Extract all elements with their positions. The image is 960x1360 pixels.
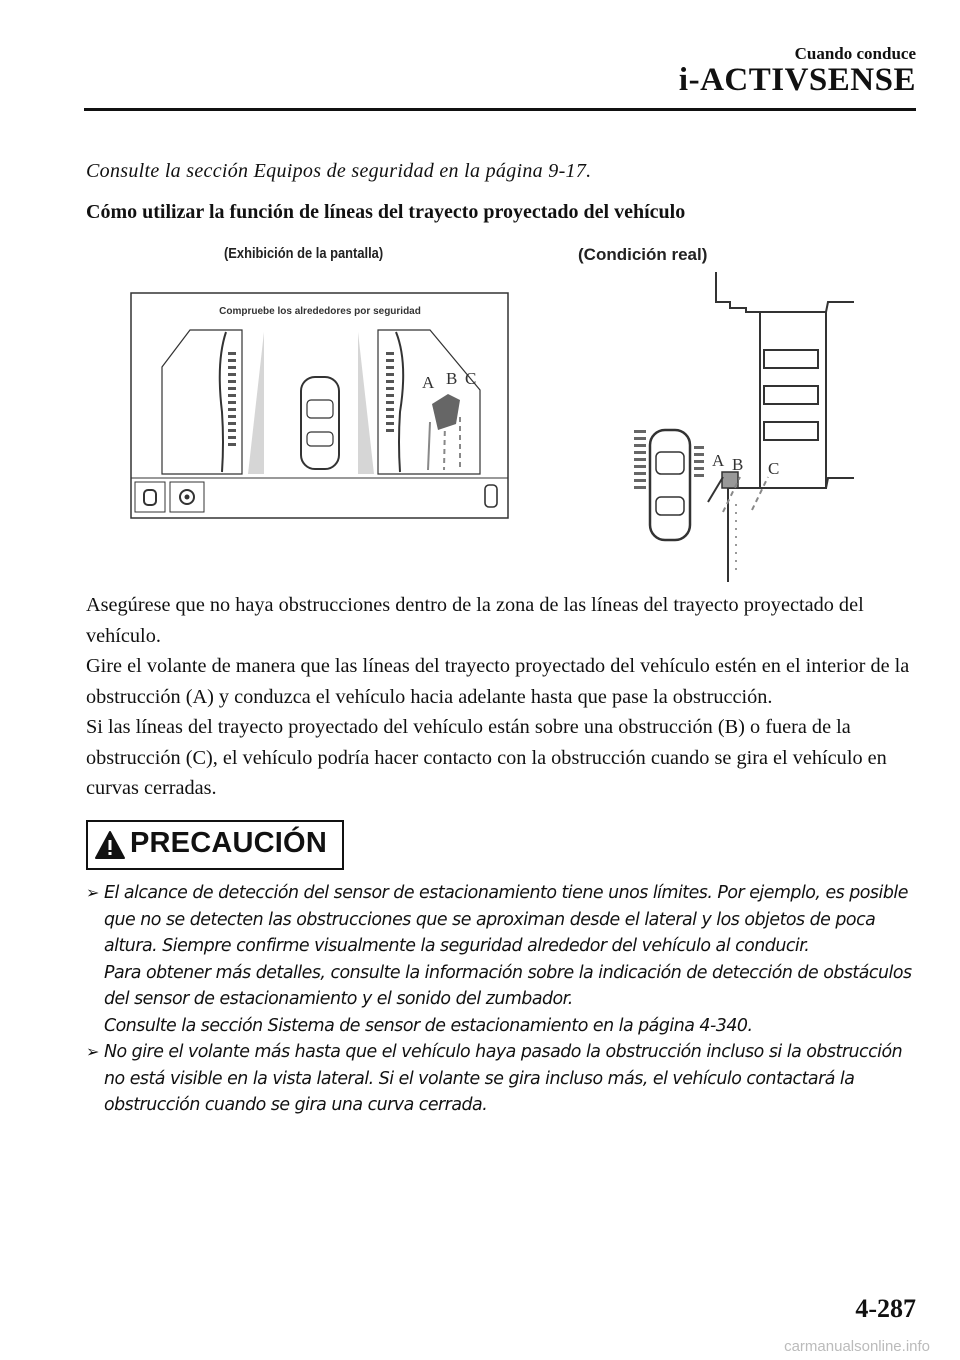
section-title: Cuando conduce — [794, 44, 916, 63]
caution-box — [86, 820, 344, 870]
watermark: carmanualsonline.info — [784, 1338, 930, 1355]
caution-item — [86, 1039, 916, 1119]
subsection-heading: Cómo utilizar la función de líneas del trayecto proyectado del vehículo — [86, 201, 686, 223]
screen-marker-c: C — [465, 369, 477, 388]
real-marker-c: C — [768, 459, 780, 478]
screen-marker-a: A — [422, 373, 435, 392]
caution-text: Para obtener más detalles, consulte la información sobre la indicación de detección de obstáculos del sensor de estacionamiento y el sonido del zumbador. — [104, 962, 912, 1009]
screen-marker-b: B — [446, 369, 458, 388]
real-marker-a: A — [712, 451, 725, 470]
chapter-title: i-ACTIVSENSE — [678, 62, 916, 98]
caution-item — [86, 880, 916, 1039]
arrow-bullet-icon: ➢ — [86, 883, 99, 902]
caution-text: Consulte la sección Sistema de sensor de estacionamiento en la página 4-340. — [104, 1015, 753, 1036]
arrow-bullet-icon: ➢ — [86, 1042, 99, 1061]
body-paragraph: Si las líneas del trayecto proyectado del vehículo están sobre una obstrucción (B) o fuera de la obstrucción (C), el vehículo podría hacer contacto con la obstrucción cuando se gira el vehículo en curvas cerradas. — [86, 716, 887, 799]
screen-display-illustration — [130, 292, 510, 520]
caution-list — [86, 880, 916, 1119]
header-rule — [84, 108, 916, 111]
caution-text: No gire el volante más hasta que el vehículo haya pasado la obstrucción incluso si la obstrucción no está visible en la vista lateral. Si el volante se gira incluso más, el vehículo contactará la obstrucción cuando se gira una curva cerrada. — [104, 1042, 903, 1115]
body-paragraph: Asegúrese que no haya obstrucciones dentro de la zona de las líneas del trayecto proyectado del vehículo. — [86, 594, 864, 647]
real-marker-b: B — [732, 455, 744, 474]
real-condition-label: (Condición real) — [578, 245, 708, 264]
body-paragraph: Gire el volante de manera que las líneas del trayecto proyectado del vehículo estén en el interior de la obstrucción (A) y conduzca el vehículo hacia adelante hasta que pase la obstrucción. — [86, 655, 910, 708]
page-number: 4-287 — [855, 1294, 916, 1323]
body-text — [86, 590, 916, 804]
screen-banner-text: Compruebe los alrededores por seguridad — [219, 306, 421, 317]
real-condition-illustration — [628, 272, 860, 582]
caution-text: El alcance de detección del sensor de estacionamiento tiene unos límites. Por ejemplo, es posible que no se detecten las obstrucciones que se aproximan desde el lateral y los objetos de poca altura. Siempre confirme visualmente la seguridad alrededor del vehículo al conducir. — [104, 883, 908, 956]
reference-note: Consulte la sección Equipos de seguridad en la página 9-17. — [86, 160, 592, 182]
caution-title: PRECAUCIÓN — [130, 827, 327, 859]
warning-icon — [94, 830, 126, 860]
screen-display-label: (Exhibición de la pantalla) — [224, 245, 384, 262]
